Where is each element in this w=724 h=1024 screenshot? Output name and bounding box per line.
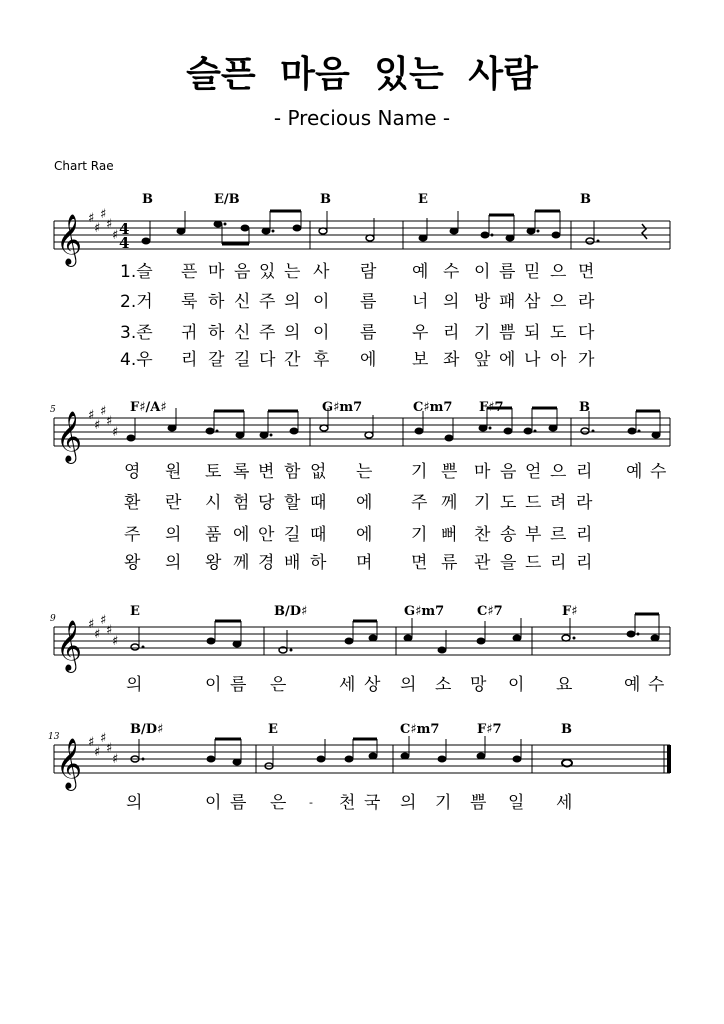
svg-text:주: 주 [259, 292, 276, 312]
final-barline [667, 745, 671, 773]
svg-text:보: 보 [412, 350, 429, 370]
svg-text:며: 며 [356, 553, 373, 573]
verse-1 [120, 261, 594, 282]
svg-text:E/B: E/B [214, 192, 240, 207]
measure-number: 9 [50, 614, 56, 624]
svg-text:B: B [142, 192, 153, 207]
svg-text:하: 하 [310, 553, 327, 573]
svg-text:면: 면 [578, 262, 595, 282]
chord-symbols-system-1 [142, 192, 591, 207]
svg-text:할: 할 [284, 493, 301, 513]
key-signature [88, 613, 118, 649]
svg-text:삼: 삼 [524, 292, 541, 312]
verse-4 [120, 349, 595, 370]
svg-text:쁨: 쁨 [499, 323, 516, 343]
svg-text:면: 면 [411, 553, 428, 573]
lyrics-system-2 [124, 461, 667, 573]
svg-text:♯: ♯ [88, 211, 95, 226]
lyrics-system-4 [126, 792, 572, 813]
svg-text:B: B [580, 192, 591, 207]
svg-text:때: 때 [310, 493, 327, 513]
svg-text:후: 후 [313, 350, 330, 370]
svg-text:의: 의 [126, 793, 143, 813]
svg-text:에: 에 [356, 525, 373, 545]
svg-text:우: 우 [412, 323, 429, 343]
verse-3 [120, 322, 595, 343]
svg-text:3.존: 3.존 [120, 323, 153, 343]
svg-text:의: 의 [126, 675, 143, 695]
svg-text:에: 에 [499, 350, 516, 370]
svg-text:기: 기 [411, 525, 428, 545]
svg-text:2.거: 2.거 [120, 292, 153, 312]
svg-text:도: 도 [500, 493, 517, 513]
svg-text:함: 함 [284, 462, 301, 482]
staff-system-3 [50, 604, 670, 695]
svg-text:안: 안 [258, 525, 275, 545]
svg-text:♯: ♯ [106, 741, 113, 756]
svg-text:는: 는 [284, 262, 301, 282]
svg-text:♯: ♯ [94, 221, 101, 236]
svg-text:기: 기 [435, 793, 452, 813]
svg-text:수: 수 [443, 262, 460, 282]
svg-text:수: 수 [648, 675, 665, 695]
svg-text:변: 변 [258, 462, 275, 482]
svg-text:시: 시 [205, 493, 222, 513]
svg-text:의: 의 [165, 553, 182, 573]
svg-text:길: 길 [234, 350, 251, 370]
svg-text:쁨: 쁨 [470, 793, 487, 813]
svg-text:은: 은 [270, 793, 287, 813]
svg-text:리: 리 [576, 553, 593, 573]
song-subtitle: - Precious Name - [273, 106, 451, 130]
svg-text:너: 너 [412, 292, 429, 312]
svg-text:란: 란 [165, 493, 182, 513]
svg-text:B: B [320, 192, 331, 207]
svg-text:♯: ♯ [112, 425, 119, 440]
svg-text:G♯m7: G♯m7 [404, 604, 445, 619]
svg-text:-: - [309, 796, 313, 809]
svg-text:기: 기 [474, 323, 491, 343]
svg-text:국: 국 [364, 793, 381, 813]
svg-text:C♯7: C♯7 [477, 604, 503, 619]
svg-text:F♯7: F♯7 [477, 722, 502, 737]
svg-text:마: 마 [474, 462, 491, 482]
svg-text:갈: 갈 [208, 350, 225, 370]
svg-text:리: 리 [443, 323, 460, 343]
svg-text:B/D♯: B/D♯ [130, 722, 164, 737]
svg-text:은: 은 [270, 675, 287, 695]
svg-text:4.우: 4.우 [120, 350, 153, 370]
svg-text:♯: ♯ [94, 627, 101, 642]
svg-text:일: 일 [508, 793, 525, 813]
svg-text:르: 르 [550, 525, 567, 545]
svg-text:환: 환 [124, 493, 141, 513]
measure-number: 5 [50, 405, 56, 415]
svg-text:♯: ♯ [106, 623, 113, 638]
svg-text:이: 이 [313, 323, 330, 343]
svg-text:세: 세 [556, 793, 573, 813]
chord-symbols-system-2 [130, 400, 590, 415]
svg-text:당: 당 [258, 493, 275, 513]
staff-system-4 [48, 722, 671, 813]
svg-text:패: 패 [499, 292, 516, 312]
svg-text:망: 망 [470, 675, 487, 695]
svg-text:름: 름 [499, 262, 516, 282]
svg-text:기: 기 [411, 462, 428, 482]
svg-text:도: 도 [550, 323, 567, 343]
svg-text:에: 에 [356, 493, 373, 513]
key-signature [88, 207, 118, 243]
key-signature [88, 404, 118, 440]
svg-text:앞: 앞 [474, 350, 491, 370]
svg-text:려: 려 [550, 493, 567, 513]
svg-text:영: 영 [124, 462, 141, 482]
svg-text:의: 의 [400, 793, 417, 813]
svg-text:록: 록 [233, 462, 250, 482]
key-signature [88, 731, 118, 767]
svg-text:이: 이 [474, 262, 491, 282]
svg-text:방: 방 [474, 292, 491, 312]
svg-text:좌: 좌 [443, 350, 460, 370]
svg-text:리: 리 [550, 553, 567, 573]
svg-text:신: 신 [234, 292, 251, 312]
svg-text:수: 수 [650, 462, 667, 482]
measure-number: 13 [48, 732, 60, 742]
svg-text:의: 의 [284, 292, 301, 312]
svg-text:소: 소 [435, 675, 452, 695]
svg-text:♯: ♯ [112, 634, 119, 649]
svg-text:라: 라 [578, 292, 595, 312]
svg-text:E: E [418, 192, 428, 207]
svg-text:♯: ♯ [100, 613, 107, 628]
staff-system-2 [50, 400, 670, 573]
svg-text:관: 관 [474, 553, 491, 573]
svg-text:토: 토 [205, 462, 222, 482]
svg-text:께: 께 [441, 493, 458, 513]
svg-text:음: 음 [234, 262, 251, 282]
lyrics-system-3 [126, 674, 665, 695]
svg-text:다: 다 [259, 350, 276, 370]
svg-text:세: 세 [339, 675, 356, 695]
chord-symbols-system-4 [130, 722, 572, 737]
svg-text:리: 리 [181, 350, 198, 370]
verse-4 [124, 552, 592, 573]
svg-text:사: 사 [313, 262, 330, 282]
svg-text:천: 천 [339, 793, 356, 813]
svg-text:름: 름 [230, 793, 247, 813]
svg-text:길: 길 [284, 525, 301, 545]
svg-text:에: 에 [233, 525, 250, 545]
svg-text:에: 에 [360, 350, 377, 370]
svg-text:B: B [579, 400, 590, 415]
svg-text:람: 람 [360, 262, 377, 282]
verse-1 [124, 461, 667, 482]
svg-text:품: 품 [205, 525, 222, 545]
svg-text:4: 4 [119, 220, 130, 238]
svg-text:리: 리 [576, 462, 593, 482]
svg-text:뻐: 뻐 [441, 525, 458, 545]
svg-text:C♯m7: C♯m7 [400, 722, 440, 737]
svg-text:되: 되 [524, 323, 541, 343]
svg-text:왕: 왕 [124, 553, 141, 573]
svg-text:나: 나 [524, 350, 541, 370]
svg-text:픈: 픈 [181, 262, 198, 282]
svg-text:룩: 룩 [181, 292, 198, 312]
svg-text:하: 하 [208, 323, 225, 343]
svg-text:아: 아 [550, 350, 567, 370]
svg-text:귀: 귀 [181, 323, 198, 343]
arranger-credit: Chart Rae [54, 159, 114, 173]
treble-clef: 𝄞 [56, 411, 83, 462]
svg-text:♯: ♯ [94, 745, 101, 760]
svg-text:예: 예 [624, 675, 641, 695]
svg-text:으: 으 [550, 262, 567, 282]
svg-text:름: 름 [360, 323, 377, 343]
svg-text:있: 있 [259, 262, 276, 282]
verse-3 [124, 524, 592, 545]
svg-text:험: 험 [233, 493, 250, 513]
svg-text:마: 마 [208, 262, 225, 282]
svg-text:F♯: F♯ [562, 604, 578, 619]
svg-text:♯: ♯ [100, 731, 107, 746]
chord-symbols-system-3 [130, 604, 578, 619]
svg-text:왕: 왕 [205, 553, 222, 573]
svg-text:의: 의 [284, 323, 301, 343]
svg-text:E: E [130, 604, 140, 619]
svg-text:가: 가 [578, 350, 595, 370]
svg-text:드: 드 [525, 553, 542, 573]
svg-text:♯: ♯ [88, 408, 95, 423]
time-signature [119, 220, 129, 252]
svg-text:♯: ♯ [112, 752, 119, 767]
svg-text:께: 께 [233, 553, 250, 573]
svg-text:리: 리 [576, 525, 593, 545]
svg-text:없: 없 [310, 462, 327, 482]
svg-text:C♯m7: C♯m7 [413, 400, 453, 415]
svg-text:1.슬: 1.슬 [120, 262, 153, 282]
svg-text:부: 부 [525, 525, 542, 545]
staff-system-1 [54, 192, 670, 370]
svg-text:예: 예 [626, 462, 643, 482]
svg-text:라: 라 [576, 493, 593, 513]
svg-text:이: 이 [205, 675, 222, 695]
svg-text:주: 주 [259, 323, 276, 343]
svg-text:으: 으 [550, 292, 567, 312]
svg-text:찬: 찬 [474, 525, 491, 545]
svg-text:간: 간 [284, 350, 301, 370]
svg-text:♯: ♯ [106, 414, 113, 429]
treble-clef: 𝄞 [56, 620, 83, 671]
svg-text:♯: ♯ [88, 617, 95, 632]
svg-text:주: 주 [411, 493, 428, 513]
svg-text:원: 원 [165, 462, 182, 482]
svg-text:때: 때 [310, 525, 327, 545]
svg-text:름: 름 [360, 292, 377, 312]
svg-text:쁜: 쁜 [441, 462, 458, 482]
verse-2 [120, 291, 595, 312]
svg-text:♯: ♯ [112, 228, 119, 243]
svg-text:B/D♯: B/D♯ [274, 604, 308, 619]
svg-text:송: 송 [500, 525, 517, 545]
svg-text:는: 는 [356, 462, 373, 482]
svg-text:상: 상 [364, 675, 381, 695]
svg-text:이: 이 [508, 675, 525, 695]
svg-text:배: 배 [284, 553, 301, 573]
treble-clef: 𝄞 [56, 738, 83, 789]
svg-text:F♯7: F♯7 [479, 400, 504, 415]
svg-text:름: 름 [230, 675, 247, 695]
svg-text:음: 음 [500, 462, 517, 482]
svg-text:B: B [561, 722, 572, 737]
svg-text:E: E [268, 722, 278, 737]
treble-clef: 𝄞 [56, 214, 83, 265]
svg-text:얻: 얻 [525, 462, 542, 482]
svg-text:하: 하 [208, 292, 225, 312]
svg-text:의: 의 [400, 675, 417, 695]
svg-text:다: 다 [578, 323, 595, 343]
svg-text:♯: ♯ [94, 418, 101, 433]
svg-text:을: 을 [500, 553, 517, 573]
svg-text:신: 신 [234, 323, 251, 343]
svg-text:예: 예 [412, 262, 429, 282]
svg-text:경: 경 [258, 553, 275, 573]
svg-text:F♯/A♯: F♯/A♯ [130, 400, 167, 415]
svg-text:주: 주 [124, 525, 141, 545]
svg-text:기: 기 [474, 493, 491, 513]
lyrics-system-1 [120, 261, 595, 370]
svg-text:이: 이 [313, 292, 330, 312]
svg-text:의: 의 [443, 292, 460, 312]
svg-text:요: 요 [556, 675, 573, 695]
svg-text:이: 이 [205, 793, 222, 813]
song-title: 슬픈 마음 있는 사람 [186, 54, 538, 95]
svg-text:류: 류 [441, 553, 458, 573]
svg-text:♯: ♯ [88, 735, 95, 750]
svg-text:♯: ♯ [100, 207, 107, 222]
svg-text:의: 의 [165, 525, 182, 545]
svg-text:♯: ♯ [106, 217, 113, 232]
svg-text:♯: ♯ [100, 404, 107, 419]
verse-2 [124, 492, 593, 513]
svg-text:드: 드 [525, 493, 542, 513]
svg-text:G♯m7: G♯m7 [322, 400, 363, 415]
svg-text:으: 으 [550, 462, 567, 482]
svg-text:믿: 믿 [524, 262, 541, 282]
svg-text:4: 4 [119, 234, 130, 252]
